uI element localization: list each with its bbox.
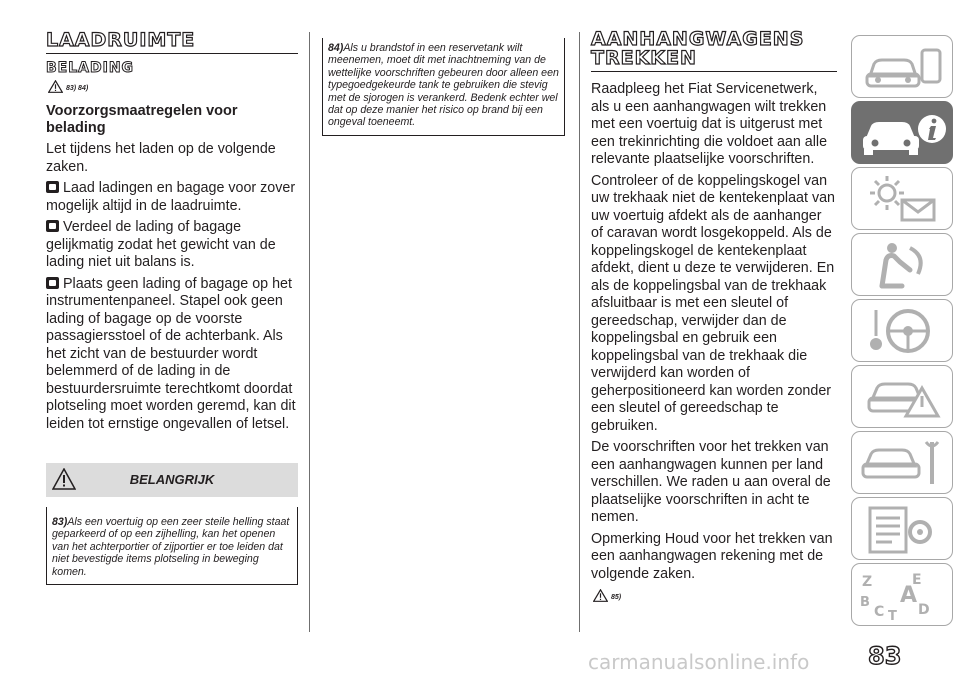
car-info-icon <box>852 102 952 163</box>
warning-lights-icon <box>852 168 952 229</box>
tab-starting-driving[interactable] <box>851 299 953 362</box>
heading-rule <box>591 71 837 72</box>
important-label: BELANGRIJK <box>129 472 215 487</box>
column-divider <box>579 32 580 632</box>
column-divider <box>309 32 310 632</box>
index-letter: A <box>900 583 918 608</box>
important-banner <box>46 463 298 497</box>
tab-maintenance[interactable] <box>851 431 953 494</box>
bullet-box-icon <box>46 220 59 232</box>
car-dashboard-icon <box>852 36 952 97</box>
section-title-precautions: Voorzorgsmaatregelen voor belading <box>46 103 238 136</box>
warning-triangle-icon <box>593 589 608 602</box>
paragraph: De voorschriften voor het trekken van een aanhangwagen kunnen per land verschillen. We raden u aan overal de plaatselijke voorschriften in acht te nemen. <box>591 439 831 525</box>
list-item: Laad ladingen en bagage voor zover mogelijk altijd in de laadruimte. <box>46 180 296 214</box>
list-item: Verdeel de lading of bagage gelijkmatig zodat het gewicht van de lading niet uit balans is. <box>46 219 276 270</box>
index-letter: B <box>860 595 870 610</box>
list-item: Plaats geen lading of bagage op het instrumentenpaneel. Stapel ook geen lading of bagage op de voorste passagiersstoel of de achterbank. Als het zicht van de bestuurder wordt belemmerd of de lading in de bestuurdersruimte terechtkomt doordat plotseling moet worden geremd, kan dit leiden tot ernstige ongevallen of letsel. <box>46 275 296 432</box>
heading-trekken: TREKKEN <box>591 47 697 69</box>
technical-data-icon <box>852 498 952 559</box>
index-letter: D <box>918 602 930 618</box>
index-letter: Z <box>862 574 873 590</box>
tab-safety[interactable] <box>851 233 953 296</box>
tab-knowing-car[interactable] <box>851 35 953 98</box>
note-ref-85: 85) <box>611 594 622 601</box>
paragraph: Opmerking Houd voor het trekken van een aanhangwagen rekening met de volgende zaken. <box>591 530 833 582</box>
index-letter: E <box>912 572 922 588</box>
tab-index[interactable] <box>851 563 953 626</box>
airbag-seat-icon <box>852 234 952 295</box>
heading-aanhangwagens: AANHANGWAGENS <box>591 28 805 50</box>
warning-reference <box>593 589 837 602</box>
heading-laadruimte: LAADRUIMTE <box>46 29 196 51</box>
column-loading <box>46 30 298 585</box>
note-box-84 <box>322 38 565 136</box>
bullet-box-icon <box>46 277 59 289</box>
note-refs: 83) 84) <box>66 85 89 92</box>
warning-reference <box>48 80 298 93</box>
note-84: 84)Als u brandstof in een reservetank wilt meenemen, moet dit met inachtneming van de wettelijke voorschriften gebeuren door alleen een typegoedgekeurde tank te gebruiken die stevig met de sjorogen is verankerd. Bedenk echter wel dat op deze manier het risico op brand bij een ongeval toeneemt. <box>328 42 559 129</box>
paragraph: Controleer of de koppelingskogel van uw trekhaak niet de kentekenplaat van uw voertuig afdekt als de aanhanger of caravan wordt losgekoppeld. Als de koppelingskogel de kentekenplaat afdekt, dient u deze te verwijderen. En als de koppelingsbal van de trekhaak afsluitbaar is met een sleutel of gereedschap, verwijder dan de koppelingsbal en gebruik een koppelingsbal van de trekhaak die verwijderd kan worden of geherpositioneerd kan worden zonder een sleutel of gereedschap te gebruiken. <box>591 172 836 434</box>
note-83: 83)Als een voertuig op een zeer steile helling staat geparkeerd of op een zijhelling, kan het openen van het achterportier of zijportier er toe leiden dat niet bevestigde items plotseling in beweging komen. <box>52 516 290 578</box>
page-number: 83 <box>868 642 902 670</box>
bullet-box-icon <box>46 181 59 193</box>
paragraph: Raadpleeg het Fiat Servicenetwerk, als u een aanhangwagen wilt trekken met een voertuig dat is uitgerust met een trekinrichting die voldoet aan alle relevante plaatselijke voorschriften. <box>591 81 828 167</box>
intro-text: Let tijdens het laden op de volgende zaken. <box>46 141 276 175</box>
watermark: carmanualsonline.info <box>588 650 810 674</box>
warning-triangle-icon <box>48 80 63 93</box>
tab-car-info[interactable] <box>851 101 953 164</box>
tab-warning-lights[interactable] <box>851 167 953 230</box>
index-letter: T <box>888 609 897 624</box>
steering-key-icon <box>852 300 952 361</box>
tab-emergency[interactable] <box>851 365 953 428</box>
column-notes <box>322 36 565 136</box>
note-box-83 <box>46 507 298 585</box>
car-maintenance-icon <box>852 432 952 493</box>
column-towing <box>591 30 837 602</box>
heading-rule <box>46 53 298 54</box>
alphabetical-index-icon <box>852 564 952 625</box>
subheading-belading: BELADING <box>46 60 135 76</box>
emergency-triangle-icon <box>852 366 952 427</box>
tab-technical-data[interactable] <box>851 497 953 560</box>
index-letter: C <box>874 604 885 620</box>
